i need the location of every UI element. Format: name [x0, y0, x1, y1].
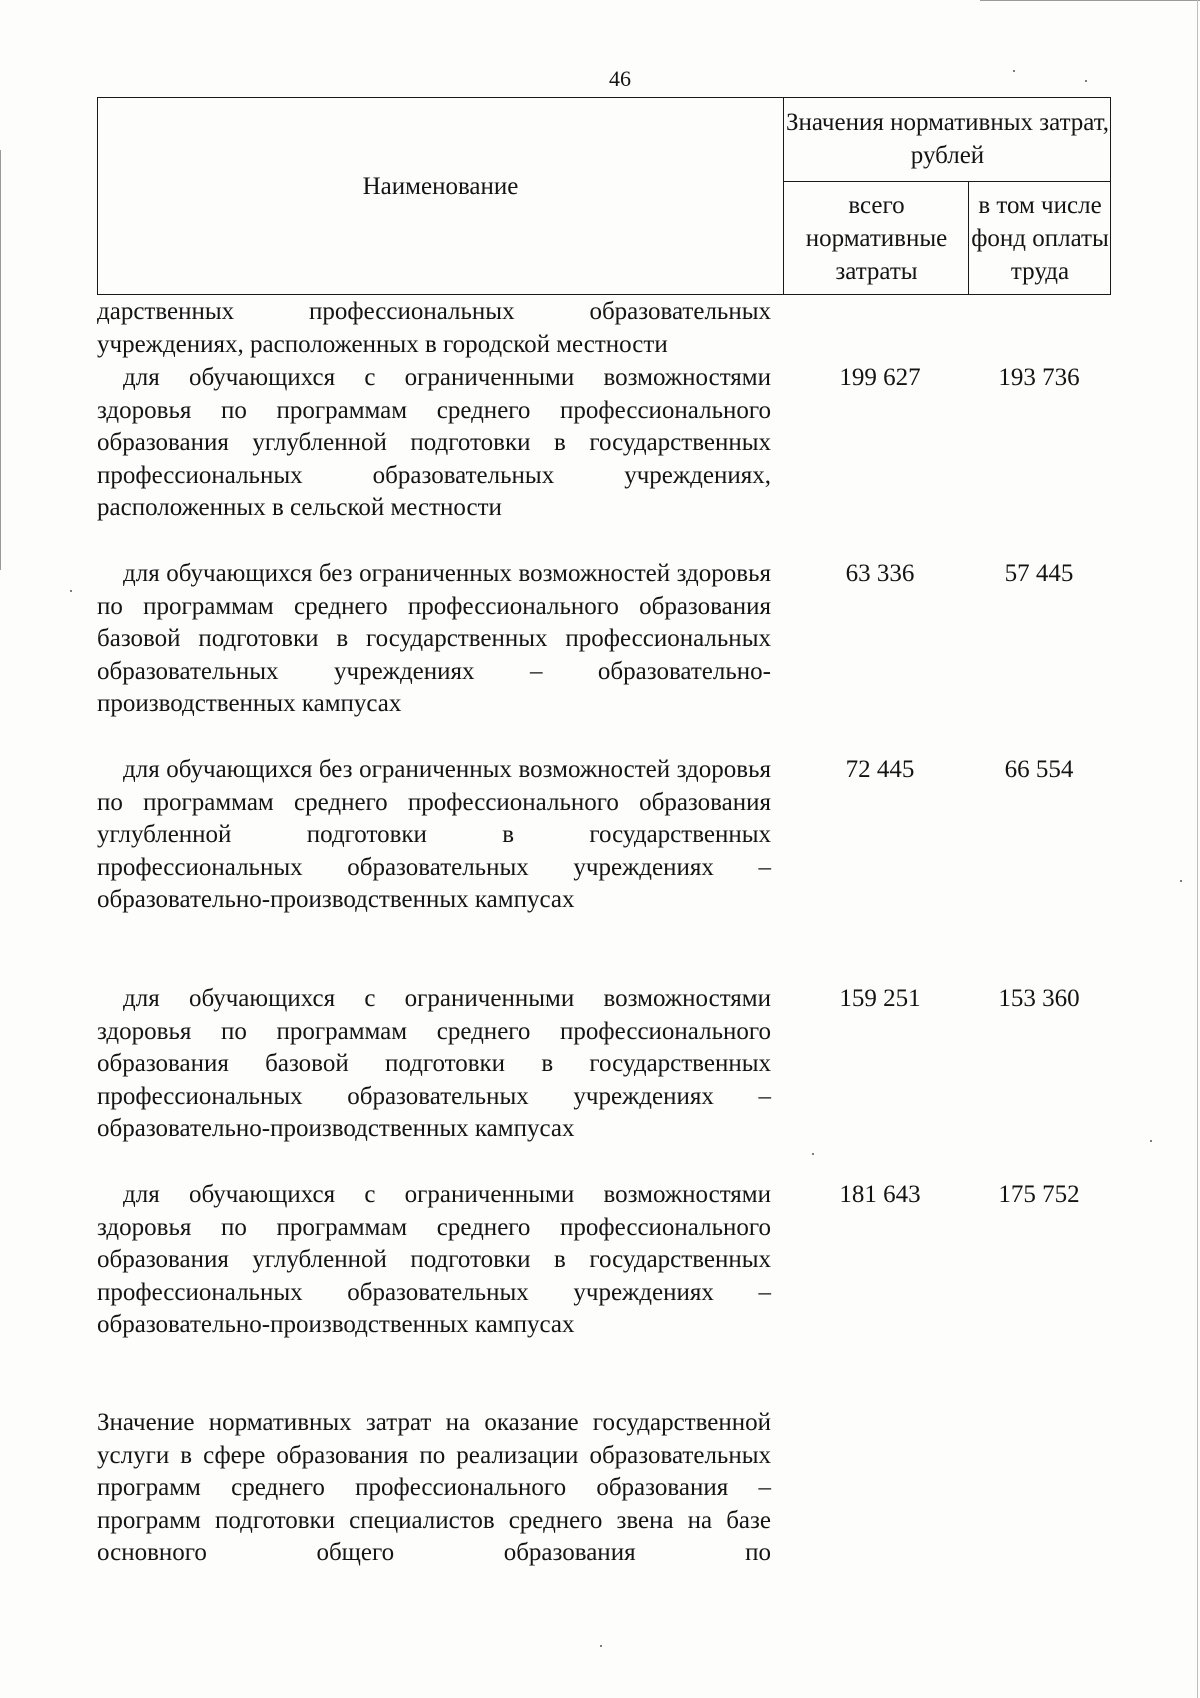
closing-paragraph: Значение нормативных затрат на оказание государственной услуги в сфере образования по реализации образовательных программ среднего профессионального образования – программ подготовки специалистов среднего звена на базе основного общего образования по [97, 1409, 771, 1566]
row-total: 63 336 [845, 560, 915, 587]
row-name [97, 1179, 771, 1342]
page-number: 46 [609, 66, 631, 91]
row-total: 159 251 [839, 985, 921, 1012]
column-divider [783, 98, 784, 294]
header-divider [783, 181, 1110, 182]
row-payroll: 57 445 [1004, 560, 1074, 587]
row-name-text: для обучающихся без ограниченных возможностей здоровья по программам среднего профессионального образования углубленной подготовки в государственных профессиональных образовательных учреждениях – образовательно-производственных кампусах [97, 756, 771, 913]
scan-speck [70, 590, 72, 592]
header-total: всего нормативные затраты [805, 192, 948, 285]
row-name-text: для обучающихся без ограниченных возможностей здоровья по программам среднего профессионального образования базовой подготовки в государственных профессиональных образовательных учреждениях – образовательно-производственных кампусах [97, 560, 771, 717]
column-divider [968, 181, 969, 294]
row-name-text: для обучающихся с ограниченными возможностями здоровья по программам среднего профессионального образования базовой подготовки в государственных профессиональных образовательных учреждениях – образовательно-производственных кампусах [97, 985, 771, 1142]
row-name [97, 754, 771, 917]
row-name-text: для обучающихся с ограниченными возможностями здоровья по программам среднего профессионального образования углубленной подготовки в государственных профессиональных образовательных учреждениях, расположенных в сельской местности [97, 364, 771, 521]
scan-speck [1085, 80, 1087, 82]
scan-speck [600, 1645, 602, 1647]
row-payroll: 193 736 [998, 364, 1080, 391]
row-total: 181 643 [839, 1181, 921, 1208]
scan-border-left [0, 150, 1, 570]
row-total: 199 627 [839, 364, 921, 391]
row-name [97, 558, 771, 721]
row-name-text: для обучающихся с ограниченными возможностями здоровья по программам среднего профессионального образования углубленной подготовки в государственных профессиональных образовательных учреждениях – образовательно-производственных кампусах [97, 1181, 771, 1338]
row-payroll: 153 360 [998, 985, 1080, 1012]
scan-speck [1150, 1140, 1152, 1142]
header-values-group: Значения нормативных затрат, рублей [785, 109, 1110, 169]
scan-speck [1180, 880, 1182, 882]
scan-border-right [1197, 0, 1198, 1698]
scan-speck [1013, 70, 1015, 72]
row-name [97, 983, 771, 1146]
header-name [98, 98, 783, 294]
row-name: дарственных профессиональных образовательных учреждениях, расположенных в городской местности [97, 298, 771, 358]
row-payroll: 175 752 [998, 1181, 1080, 1208]
row-name [97, 362, 771, 525]
scan-border-top [980, 0, 1200, 1]
table-header [97, 97, 1111, 295]
row-total: 72 445 [845, 756, 915, 783]
scan-speck [812, 1153, 814, 1155]
header-payroll: в том числе фонд оплаты труда [971, 192, 1109, 285]
header-name-label: Наименование [362, 173, 519, 200]
row-payroll: 66 554 [1004, 756, 1074, 783]
